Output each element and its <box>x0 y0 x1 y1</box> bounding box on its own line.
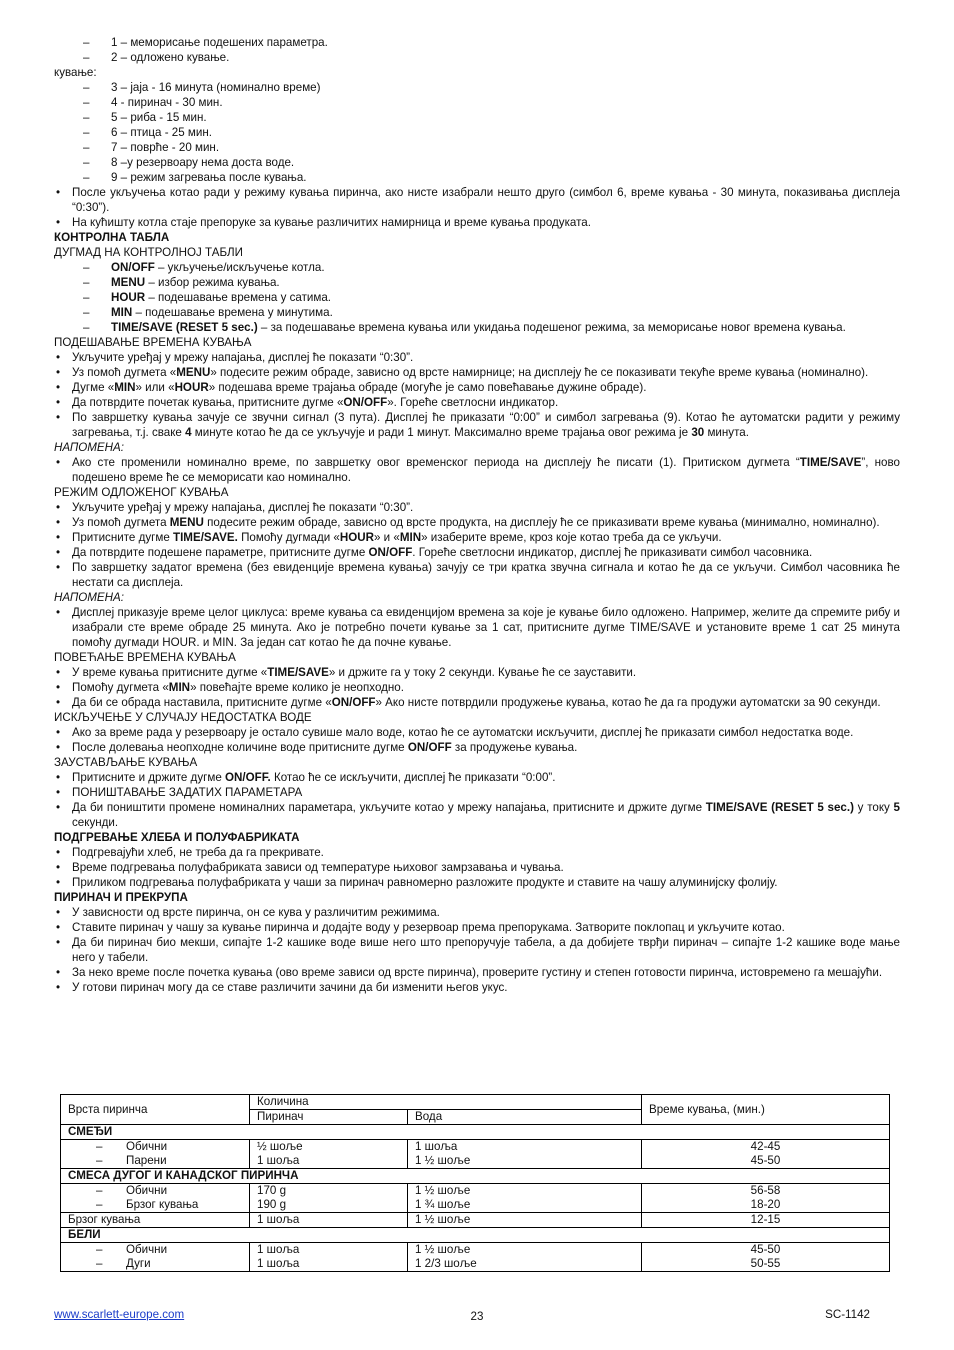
bullet-item: • Да би се обрада наставила, притисните дугме «ON/OFF» Ако нисте потврдили продужење кувања, котао ће да га продужи аутоматски за 90 секунди. <box>54 695 900 710</box>
section-heading: КОНТРОЛНА ТАБЛА <box>54 231 170 244</box>
list-item: – 6 – птица - 25 мин. <box>54 125 900 140</box>
label-kuvanje: кување: <box>54 66 97 79</box>
section-heading: ЗАУСТАВЉАЊЕ КУВАЊА <box>54 756 198 769</box>
bullet-item: • Укључите уређај у мрежу напајања, дисплеј ће показати “0:30”. <box>54 500 900 515</box>
note-label: НАПОМЕНА: <box>54 441 124 454</box>
bullet-item: • За неко време после почетка кувања (ово време зависи од врсте пиринча), проверите густину и степен готовости пиринча, истовремено га мешајући. <box>54 965 900 980</box>
bullet-item: • ПОНИШТАВАЊЕ ЗАДАТИХ ПАРАМЕТАРА <box>54 785 900 800</box>
table-row: – Обични – Парени ½ шоље 1 шоља 1 шоља 1 ½ шоље 42-45 45-50 <box>61 1140 890 1169</box>
bullet-item: • У време кувања притисните дугме «TIME/SAVE» и држите га у току 2 секунди. Кување ће се зауставити. <box>54 665 900 680</box>
header-cell: Вода <box>408 1110 642 1125</box>
bullet-item: • По завршетку кувања зачује се звучни сигнал (3 пута). Дисплеј ће приказати “0:00” и симбол загревања (9). Котао ће аутоматски радити у режиму загревања, т.ј. сваке 4 минуте котао ће да се укључује и ради 1 минут. Максимално време трајања овог режима је 30 минута. <box>54 410 900 440</box>
header-cell: Време кувања, (мин.) <box>642 1095 890 1125</box>
section-subheading: ДУГМАД НА КОНТРОЛНОЈ ТАБЛИ <box>54 246 243 259</box>
bullet-item: • Да потврдите подешене параметре, притисните дугме ON/OFF. Гореће светлосни индикатор, дисплеј ће приказивати симбол часовника. <box>54 545 900 560</box>
bullet-item: • Ставите пиринач у чашу за кување пиринча и додајте воду у резервоар према препорукама. Затворите поклопац и укључите котао. <box>54 920 900 935</box>
list-item: – TIME/SAVE (RESET 5 sec.) – за подешавање времена кувања или укидања подешеног режима, за меморисање новог времена кувања. <box>54 320 900 335</box>
list-item: – HOUR – подешавање времена у сатима. <box>54 290 900 305</box>
bullet-item: • По завршетку задатог времена (без евиденције времена кувања) зачују се три кратка звучна сигнала и котао ће да се укључи. Симбол часовника ће нестати са дисплеја. <box>54 560 900 590</box>
table-group-row <box>61 1169 890 1184</box>
list-item: – 4 - пиринач - 30 мин. <box>54 95 900 110</box>
bullet-item: • Дугме «MIN» или «HOUR» подешава време трајања обраде (могуће је само повећавање дужине обраде). <box>54 380 900 395</box>
bullet-item: • После долевања неопходне количине воде притисните дугме ON/OFF за продужење кувања. <box>54 740 900 755</box>
table-group-row <box>61 1228 890 1243</box>
list-item: – 8 –у резервоару нема доста воде. <box>54 155 900 170</box>
rice-cooking-table <box>60 1094 890 1272</box>
bullet-item: • Притисните дугме TIME/SAVE. Помоћу дугмади «HOUR» и «MIN» изаберите време, кроз које котао треба да се укључи. <box>54 530 900 545</box>
bullet-item: • Приликом подгревања полуфабриката у чаши за пиринач равномерно разложите продукте и ставите на чашу алуминијску фолију. <box>54 875 900 890</box>
group-label: СМЕСА ДУГОГ И КАНАДСКОГ ПИРИНЧА <box>61 1169 890 1184</box>
bullet-item: • Укључите уређај у мрежу напајања, дисплеј ће показати “0:30”. <box>54 350 900 365</box>
bullet-item: • Време подгревања полуфабриката зависи од температуре њиховог замрзавања и чувања. <box>54 860 900 875</box>
header-cell: Количина <box>250 1095 642 1110</box>
list-item: – 3 – јаја - 16 минута (номинално време) <box>54 80 900 95</box>
section-heading: ПОВЕЋАЊЕ ВРЕМЕНА КУВАЊА <box>54 651 236 664</box>
bullet-item: • Притисните и држите дугме ON/OFF. Котао ће се искључити, дисплеј ће приказати “0:00”. <box>54 770 900 785</box>
table-group-row <box>61 1125 890 1140</box>
table-row: – Обични – Брзог кувања 170 g 190 g 1 ½ шоље 1 ¾ шоље 56-58 18-20 <box>61 1184 890 1213</box>
website-link[interactable]: www.scarlett-europe.com <box>54 1308 185 1321</box>
header-cell: Пиринач <box>250 1110 408 1125</box>
manual-page <box>54 35 900 995</box>
section-heading: РЕЖИМ ОДЛОЖЕНОГ КУВАЊА <box>54 486 229 499</box>
section-heading: ИСКЉУЧЕЊЕ У СЛУЧАЈУ НЕДОСТАТКА ВОДЕ <box>54 711 312 724</box>
header-cell: Врста пиринча <box>61 1095 250 1125</box>
bullet-item: • Да потврдите почетак кувања, притисните дугме «ON/OFF». Гореће светлосни индикатор. <box>54 395 900 410</box>
bullet-item: • Ако сте променили номинално време, по завршетку овог временског периода на дисплеју ће писати (1). Притиском дугмета “TIME/SAVE”, ново подешено време ће се меморисати као номинално. <box>54 455 900 485</box>
page-number: 23 <box>470 1310 484 1323</box>
bullet-item: • Дисплеј приказује време целог циклуса: време кувања са евиденцијом времена за које је кување било одложено. Например, желите да спремите рибу и изабрали сте време обраде 25 минута. Ако је потребно почети кување за 1 сат, притисните дугме TIME/SAVE и установите време 1 сат 25 минута помоћу дугмади HOUR. и MIN. За један сат котао ће да почне кување. <box>54 605 900 650</box>
table-row: – Обични – Дуги 1 шоља 1 шоља 1 ½ шоље 1 2/3 шоље 45-50 50-55 <box>61 1243 890 1272</box>
section-heading: ПОДЕШАВАЊЕ ВРЕМЕНА КУВАЊА <box>54 336 252 349</box>
bullet-item: • Подгревајући хлеб, не треба да га прекривате. <box>54 845 900 860</box>
bullet-item: • Уз помоћ дугмета MENU подесите режим обраде, зависно од врсте продукта, на дисплеју ће се приказивати време кувања (минимално, номинално). <box>54 515 900 530</box>
section-heading: ПОДГРЕВАЊЕ ХЛЕБА И ПОЛУФАБРИКАТА <box>54 831 300 844</box>
list-item: – 1 – меморисање подешених параметра. <box>54 35 900 50</box>
list-item: – MENU – избор режима кувања. <box>54 275 900 290</box>
bullet-item: • На кућишту котла стаје препоруке за кување различитих намирница и време кувања продуката. <box>54 215 900 230</box>
bullet-item: • У готови пиринач могу да се ставе различити зачини да би изменити његов укус. <box>54 980 900 995</box>
table-row: Брзог кувања 1 шоља 1 ½ шоље 12-15 <box>61 1213 890 1228</box>
list-item: – ON/OFF – укључење/искључење котла. <box>54 260 900 275</box>
group-label: СМЕЂИ <box>61 1125 890 1140</box>
table-header-row <box>61 1095 890 1110</box>
bullet-item: • Да би пиринач био мекши, сипајте 1-2 кашике воде више него што препоручује табела, а да добијете тврђи пиринач – сипајте 1-2 кашике воде мање него у табели. <box>54 935 900 965</box>
list-item: – 5 – риба - 15 мин. <box>54 110 900 125</box>
list-item: – 9 – режим загревања после кувања. <box>54 170 900 185</box>
group-label: БЕЛИ <box>61 1228 890 1243</box>
bullet-item: • Ако за време рада у резервоару је остало сувише мало воде, котао ће се аутоматски искључити, дисплеј ће приказати симбол недостатка воде. <box>54 725 900 740</box>
model-number: SC-1142 <box>825 1308 870 1321</box>
note-label: НАПОМЕНА: <box>54 591 124 604</box>
bullet-item: • Да би поништити промене номиналних параметара, укључите котао у мрежу напајања, притисните и држите дугме TIME/SAVE (RESET 5 sec.) у току 5 секунди. <box>54 800 900 830</box>
bullet-item: • Помоћу дугмета «MIN» повећајте време колико је неопходно. <box>54 680 900 695</box>
list-item: – MIN – подешавање времена у минутима. <box>54 305 900 320</box>
list-item: – 7 – поврће - 20 мин. <box>54 140 900 155</box>
bullet-item: • Уз помоћ дугмета «MENU» подесите режим обраде, зависно од врсте намирнице; на дисплеју ће се показивати текуће време кувања (номинално). <box>54 365 900 380</box>
list-item: – 2 – одложено кување. <box>54 50 900 65</box>
bullet-item: • После укључења котао ради у режиму кувања пиринча, ако нисте изабрали нешто друго (симбол 6, време кувања - 30 минута, показивања дисплеја “0:30”). <box>54 185 900 215</box>
section-heading: ПИРИНАЧ И ПРЕКРУПА <box>54 891 188 904</box>
bullet-item: • У зависности од врсте пиринча, он се кува у различитим режимима. <box>54 905 900 920</box>
